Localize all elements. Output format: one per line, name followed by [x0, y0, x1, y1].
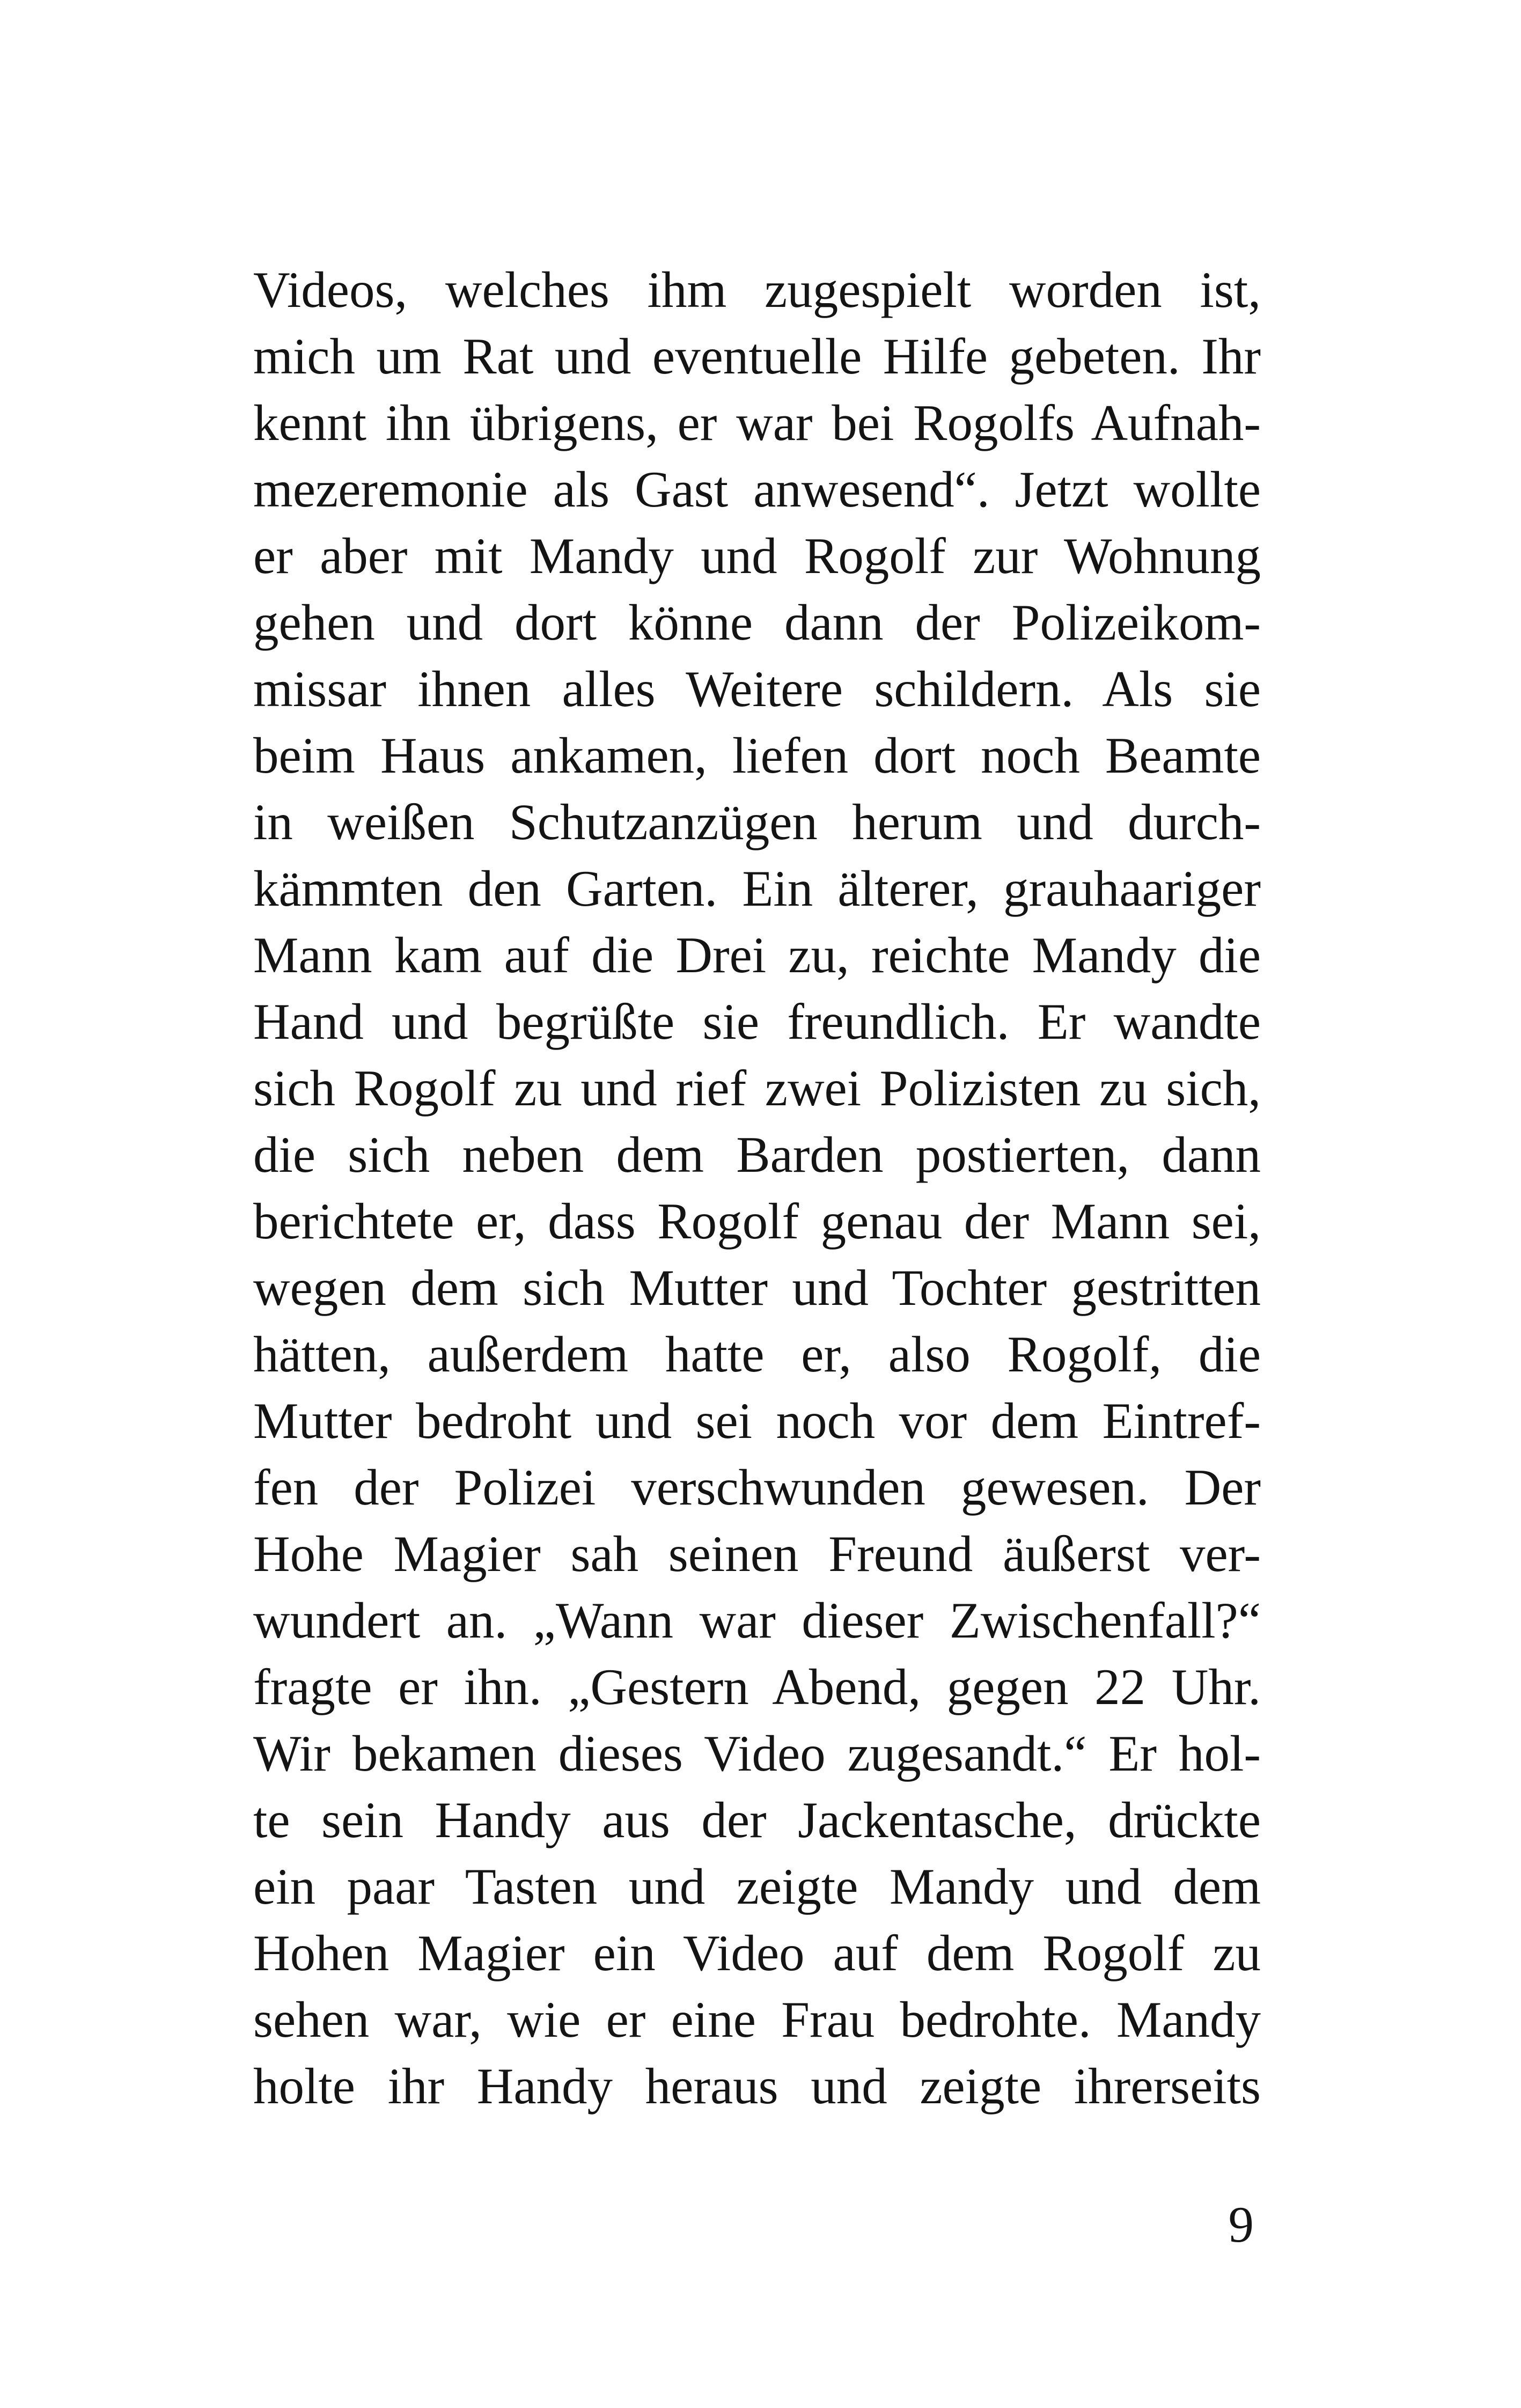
text-line: missar ihnen alles Weitere schildern. Als sie	[253, 660, 1261, 717]
text-line: mezeremonie als Gast anwesend“. Jetzt wollte	[253, 461, 1261, 518]
text-line: fen der Polizei verschwunden gewesen. Der	[253, 1459, 1261, 1516]
text-line: gehen und dort könne dann der Polizeikom-	[253, 594, 1261, 651]
text-line: te sein Handy aus der Jackentasche, drückte	[253, 1792, 1261, 1848]
text-line: die sich neben dem Barden postierten, dann	[253, 1126, 1261, 1183]
text-line: Wir bekamen dieses Video zugesandt.“ Er hol-	[253, 1725, 1261, 1782]
text-line: wegen dem sich Mutter und Tochter gestritten	[253, 1259, 1261, 1316]
text-line: sich Rogolf zu und rief zwei Polizisten zu sich,	[253, 1060, 1261, 1117]
text-line: sehen war, wie er eine Frau bedrohte. Mandy	[253, 1991, 1261, 2048]
text-line: holte ihr Handy heraus und zeigte ihrerseits	[253, 2058, 1261, 2115]
text-line: Mutter bedroht und sei noch vor dem Eintref-	[253, 1392, 1261, 1449]
page-number: 9	[1228, 2196, 1254, 2253]
text-line: berichtete er, dass Rogolf genau der Mann sei,	[253, 1193, 1261, 1250]
text-line: hätten, außerdem hatte er, also Rogolf, die	[253, 1326, 1261, 1383]
text-line: wundert an. „Wann war dieser Zwischenfall?“	[253, 1592, 1261, 1649]
text-line: kennt ihn übrigens, er war bei Rogolfs Aufnah-	[253, 394, 1261, 451]
text-line: kämmten den Garten. Ein älterer, grauhaariger	[253, 860, 1261, 917]
text-line: in weißen Schutzanzügen herum und durch-	[253, 794, 1261, 850]
text-line: Hohe Magier sah seinen Freund äußerst ver-	[253, 1525, 1261, 1582]
text-line: ein paar Tasten und zeigte Mandy und dem	[253, 1858, 1261, 1915]
text-line: er aber mit Mandy und Rogolf zur Wohnung	[253, 527, 1261, 584]
text-line: fragte er ihn. „Gestern Abend, gegen 22 Uhr.	[253, 1658, 1261, 1715]
text-line: mich um Rat und eventuelle Hilfe gebeten. Ihr	[253, 328, 1261, 385]
body-text	[253, 256, 1261, 2119]
text-line: Hohen Magier ein Video auf dem Rogolf zu	[253, 1925, 1261, 1981]
text-line: Videos, welches ihm zugespielt worden ist,	[253, 261, 1261, 318]
text-line: Hand und begrüßte sie freundlich. Er wandte	[253, 993, 1261, 1050]
text-line: Mann kam auf die Drei zu, reichte Mandy die	[253, 927, 1261, 983]
text-line: beim Haus ankamen, liefen dort noch Beamte	[253, 727, 1261, 784]
